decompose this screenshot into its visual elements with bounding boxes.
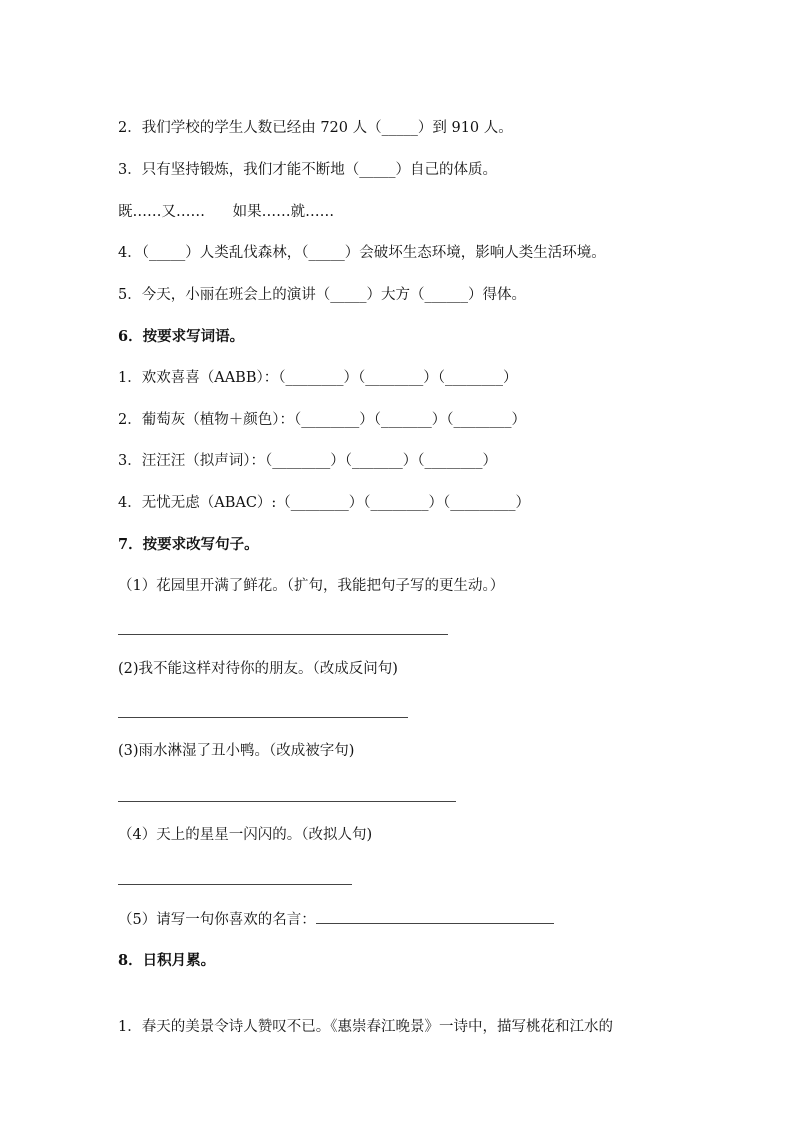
answer-line-5[interactable] xyxy=(316,909,554,924)
answer-line-4[interactable] xyxy=(118,884,352,885)
word-pair-options: 既……又…… 如果……就…… xyxy=(118,204,335,220)
fill-blank-q3: 3．只有坚持锻炼，我们才能不断地（_____）自己的体质。 xyxy=(118,162,497,178)
section-6-item-1: 1．欢欢喜喜（AABB）：（________）（________）（________） xyxy=(118,370,518,386)
section-7-heading: 7．按要求改写句子。 xyxy=(118,536,259,553)
section-7-item-5-label: （5）请写一句你喜欢的名言： xyxy=(118,912,316,928)
section-7-item-5 xyxy=(118,909,554,930)
section-6-item-3: 3．汪汪汪（拟声词）：（________）（_______）（________） xyxy=(118,453,497,469)
section-7-item-2: (2)我不能这样对待你的朋友。（改成反问句) xyxy=(118,661,398,677)
section-7-item-3: (3)雨水淋湿了丑小鸭。（改成被字句) xyxy=(118,743,355,759)
fill-blank-q4: 4．（_____）人类乱伐森林，（_____）会破坏生态环境，影响人类生活环境。 xyxy=(118,245,606,261)
section-7-item-4: （4）天上的星星一闪闪的。（改拟人句) xyxy=(118,827,373,843)
section-7-item-1: （1）花园里开满了鲜花。（扩句，我能把句子写的更生动。） xyxy=(118,578,505,594)
section-6-item-4: 4．无忧无虑（ABAC）:（________）（________）（_________） xyxy=(118,495,531,511)
section-6-heading: 6．按要求写词语。 xyxy=(118,328,245,345)
fill-blank-q2: 2．我们学校的学生人数已经由 720 人（_____）到 910 人。 xyxy=(118,120,513,136)
answer-line-2[interactable] xyxy=(118,717,408,718)
section-8-q1: 1．春天的美景令诗人赞叹不已。《惠崇春江晚景》一诗中，描写桃花和江水的 xyxy=(118,1019,613,1035)
section-8-heading: 8．日积月累。 xyxy=(118,952,216,969)
answer-line-3[interactable] xyxy=(118,801,456,802)
section-6-item-2: 2．葡萄灰（植物＋颜色）：（________）（_______）（________） xyxy=(118,412,526,428)
answer-line-1[interactable] xyxy=(118,634,448,635)
fill-blank-q5: 5．今天，小丽在班会上的演讲（_____）大方（______）得体。 xyxy=(118,287,526,303)
